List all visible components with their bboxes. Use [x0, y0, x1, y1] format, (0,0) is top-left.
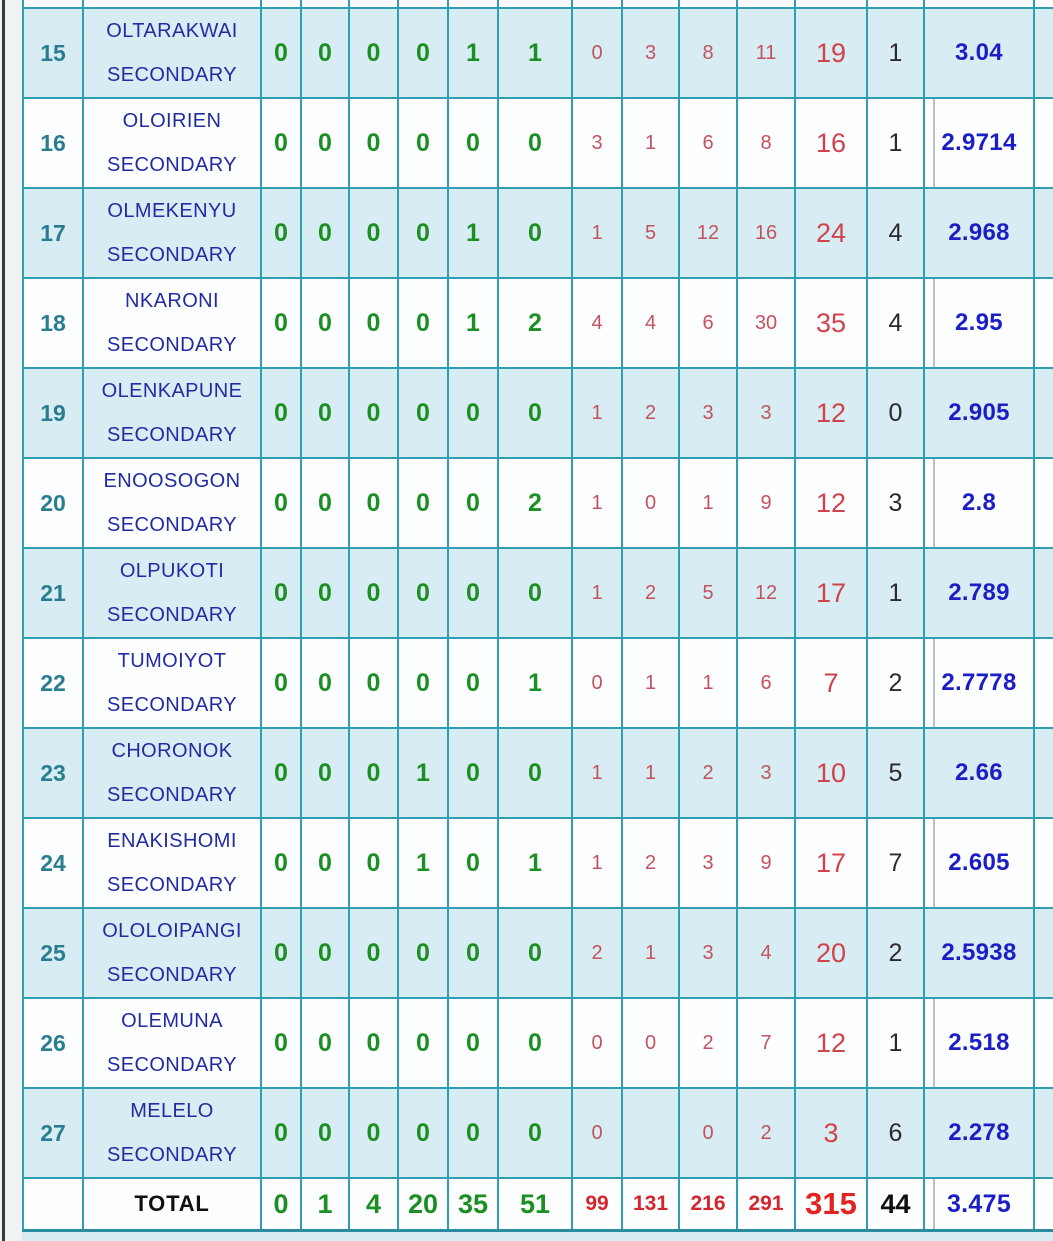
school-name-line2: SECONDARY — [107, 423, 237, 446]
row-total-cell: 7 — [796, 639, 868, 729]
red-count-cell: 0 — [573, 9, 623, 99]
partial-row-cell — [84, 0, 262, 9]
green-count-cell: 0 — [302, 1089, 350, 1179]
green-count-cell: 0 — [399, 9, 449, 99]
mean-score-cell: 2.789 — [925, 549, 1035, 639]
green-count-cell: 0 — [262, 189, 302, 279]
green-count-cell: 0 — [302, 639, 350, 729]
partial-row-cell — [925, 0, 1035, 9]
red-count-cell: 2 — [623, 819, 680, 909]
green-count-cell: 0 — [449, 549, 499, 639]
green-count-cell: 0 — [350, 729, 399, 819]
green-count-cell: 1 — [499, 819, 573, 909]
green-count-cell: 0 — [350, 99, 399, 189]
school-name-cell — [84, 729, 262, 819]
mean-score-cell: 2.5938 — [925, 909, 1035, 999]
grand-total-cell: 315 — [796, 1179, 868, 1229]
mean-score-cell: 2.278 — [925, 1089, 1035, 1179]
row-number-cell: 18 — [24, 279, 84, 369]
black-count-cell: 1 — [868, 9, 925, 99]
red-count-cell: 9 — [738, 459, 796, 549]
green-count-cell: 0 — [262, 459, 302, 549]
school-name-cell — [84, 189, 262, 279]
red-count-cell: 5 — [680, 549, 738, 639]
row-overflow-cell — [1035, 99, 1053, 189]
green-count-cell: 0 — [399, 999, 449, 1089]
row-total-cell: 16 — [796, 99, 868, 189]
row-number-cell: 20 — [24, 459, 84, 549]
green-count-cell: 1 — [449, 279, 499, 369]
black-count-cell: 7 — [868, 819, 925, 909]
total-label-cell — [84, 1179, 262, 1229]
green-count-cell: 0 — [350, 999, 399, 1089]
partial-row-cell — [302, 0, 350, 9]
partial-row-cell — [680, 0, 738, 9]
row-overflow-cell — [1035, 729, 1053, 819]
row-total-cell: 12 — [796, 369, 868, 459]
green-count-cell: 0 — [350, 909, 399, 999]
school-name-line1: OLMEKENYU — [107, 199, 237, 222]
green-count-cell: 0 — [399, 369, 449, 459]
red-count-cell: 16 — [738, 189, 796, 279]
partial-row-cell — [449, 0, 499, 9]
green-count-cell: 0 — [449, 459, 499, 549]
row-overflow-cell — [1035, 279, 1053, 369]
red-count-cell: 1 — [573, 369, 623, 459]
green-count-cell: 0 — [449, 369, 499, 459]
green-count-cell: 0 — [499, 999, 573, 1089]
total-green-count-cell: 0 — [262, 1179, 302, 1229]
black-count-cell: 1 — [868, 999, 925, 1089]
green-count-cell: 0 — [262, 9, 302, 99]
total-green-count-cell: 1 — [302, 1179, 350, 1229]
school-name-line2: SECONDARY — [107, 873, 237, 896]
school-name-line1: OLOLOIPANGI — [102, 919, 242, 942]
green-count-cell: 0 — [499, 909, 573, 999]
partial-row-cell — [499, 0, 573, 9]
school-name-cell — [84, 909, 262, 999]
green-count-cell: 2 — [499, 279, 573, 369]
red-count-cell: 1 — [573, 819, 623, 909]
row-overflow-cell — [1035, 189, 1053, 279]
green-count-cell: 1 — [449, 9, 499, 99]
red-count-cell: 4 — [738, 909, 796, 999]
green-count-cell: 0 — [449, 999, 499, 1089]
mean-score-cell: 2.605 — [925, 819, 1035, 909]
red-count-cell: 11 — [738, 9, 796, 99]
total-red-count-cell: 99 — [573, 1179, 623, 1229]
school-name-cell — [84, 1089, 262, 1179]
black-count-cell: 6 — [868, 1089, 925, 1179]
green-count-cell: 0 — [499, 1089, 573, 1179]
school-name-cell — [84, 279, 262, 369]
green-count-cell: 0 — [262, 1089, 302, 1179]
green-count-cell: 0 — [399, 279, 449, 369]
school-name-cell — [84, 549, 262, 639]
green-count-cell: 0 — [399, 909, 449, 999]
row-overflow-cell — [1035, 369, 1053, 459]
green-count-cell: 1 — [499, 9, 573, 99]
partial-row-cell — [868, 0, 925, 9]
green-count-cell: 0 — [302, 99, 350, 189]
row-overflow-cell — [1035, 819, 1053, 909]
row-number-cell: 24 — [24, 819, 84, 909]
mean-score-cell: 2.7778 — [925, 639, 1035, 729]
red-count-cell: 3 — [680, 369, 738, 459]
school-name-cell — [84, 999, 262, 1089]
red-count-cell: 1 — [573, 459, 623, 549]
red-count-cell: 8 — [738, 99, 796, 189]
school-name-line2: SECONDARY — [107, 1053, 237, 1076]
green-count-cell: 0 — [499, 99, 573, 189]
green-count-cell: 0 — [262, 729, 302, 819]
school-name-line1: TUMOIYOT — [117, 649, 227, 672]
row-number-cell: 23 — [24, 729, 84, 819]
green-count-cell: 0 — [350, 639, 399, 729]
green-count-cell: 0 — [399, 549, 449, 639]
total-green-count-cell: 4 — [350, 1179, 399, 1229]
partial-row-cell — [796, 0, 868, 9]
green-count-cell: 0 — [449, 639, 499, 729]
row-total-cell: 20 — [796, 909, 868, 999]
red-count-cell: 1 — [623, 639, 680, 729]
red-count-cell: 3 — [623, 9, 680, 99]
total-red-count-cell: 131 — [623, 1179, 680, 1229]
mean-score-cell: 3.04 — [925, 9, 1035, 99]
row-number-cell: 27 — [24, 1089, 84, 1179]
red-count-cell: 5 — [623, 189, 680, 279]
mean-score-cell: 2.9714 — [925, 99, 1035, 189]
row-number-cell: 25 — [24, 909, 84, 999]
green-count-cell: 1 — [449, 189, 499, 279]
row-total-cell: 24 — [796, 189, 868, 279]
row-total-cell: 35 — [796, 279, 868, 369]
red-count-cell: 12 — [680, 189, 738, 279]
school-name-line1: OLEMUNA — [121, 1009, 223, 1032]
mean-score-cell: 2.968 — [925, 189, 1035, 279]
black-count-cell: 4 — [868, 189, 925, 279]
green-count-cell: 0 — [262, 909, 302, 999]
partial-row-cell — [262, 0, 302, 9]
red-count-cell: 1 — [680, 459, 738, 549]
red-count-cell: 1 — [623, 99, 680, 189]
red-count-cell: 2 — [623, 549, 680, 639]
green-count-cell: 0 — [350, 9, 399, 99]
total-red-count-cell: 216 — [680, 1179, 738, 1229]
partial-row-cell — [350, 0, 399, 9]
green-count-cell: 0 — [350, 279, 399, 369]
red-count-cell — [623, 1089, 680, 1179]
red-count-cell: 3 — [573, 99, 623, 189]
green-count-cell: 0 — [262, 639, 302, 729]
red-count-cell: 0 — [573, 1089, 623, 1179]
school-name-line1: ENOOSOGON — [103, 469, 241, 492]
green-count-cell: 0 — [499, 549, 573, 639]
red-count-cell: 1 — [573, 729, 623, 819]
school-name-line2: SECONDARY — [107, 243, 237, 266]
row-overflow-cell — [1035, 9, 1053, 99]
red-count-cell: 0 — [623, 999, 680, 1089]
total-label: TOTAL — [134, 1191, 210, 1216]
green-count-cell: 1 — [399, 819, 449, 909]
green-count-cell: 0 — [499, 729, 573, 819]
red-count-cell: 1 — [623, 729, 680, 819]
total-green-count-cell: 20 — [399, 1179, 449, 1229]
school-name-line1: OLOIRIEN — [122, 109, 222, 132]
row-total-cell: 10 — [796, 729, 868, 819]
green-count-cell: 0 — [399, 1089, 449, 1179]
school-name-line2: SECONDARY — [107, 1143, 237, 1166]
partial-row-cell — [24, 0, 84, 9]
red-count-cell: 2 — [680, 729, 738, 819]
school-name-cell — [84, 459, 262, 549]
red-count-cell: 3 — [738, 369, 796, 459]
red-count-cell: 9 — [738, 819, 796, 909]
red-count-cell: 3 — [680, 819, 738, 909]
green-count-cell: 0 — [262, 369, 302, 459]
partial-row-cell — [738, 0, 796, 9]
green-count-cell: 0 — [302, 549, 350, 639]
row-number-cell: 15 — [24, 9, 84, 99]
row-number-cell: 19 — [24, 369, 84, 459]
green-count-cell: 0 — [350, 549, 399, 639]
mean-score-cell: 2.95 — [925, 279, 1035, 369]
partial-row-cell — [399, 0, 449, 9]
green-count-cell: 0 — [302, 279, 350, 369]
green-count-cell: 0 — [449, 909, 499, 999]
red-count-cell: 6 — [738, 639, 796, 729]
row-overflow-cell — [1035, 999, 1053, 1089]
school-name-line1: CHORONOK — [111, 739, 233, 762]
red-count-cell: 1 — [680, 639, 738, 729]
row-overflow-cell — [1035, 639, 1053, 729]
red-count-cell: 8 — [680, 9, 738, 99]
red-count-cell: 3 — [680, 909, 738, 999]
black-count-cell: 2 — [868, 639, 925, 729]
green-count-cell: 0 — [350, 819, 399, 909]
mean-score-cell: 2.905 — [925, 369, 1035, 459]
green-count-cell: 0 — [499, 369, 573, 459]
green-count-cell: 0 — [302, 459, 350, 549]
results-table — [22, 0, 1053, 1232]
total-row-blank-cell — [24, 1179, 84, 1229]
row-overflow-cell — [1035, 459, 1053, 549]
red-count-cell: 1 — [573, 549, 623, 639]
row-total-cell: 12 — [796, 459, 868, 549]
red-count-cell: 2 — [738, 1089, 796, 1179]
school-name-cell — [84, 99, 262, 189]
green-count-cell: 0 — [350, 189, 399, 279]
school-name-line2: SECONDARY — [107, 63, 237, 86]
row-total-cell: 17 — [796, 819, 868, 909]
red-count-cell: 7 — [738, 999, 796, 1089]
school-name-cell — [84, 9, 262, 99]
green-count-cell: 0 — [302, 909, 350, 999]
green-count-cell: 0 — [302, 729, 350, 819]
green-count-cell: 0 — [399, 99, 449, 189]
row-total-cell: 3 — [796, 1089, 868, 1179]
row-number-cell: 22 — [24, 639, 84, 729]
green-count-cell: 0 — [262, 999, 302, 1089]
school-name-line2: SECONDARY — [107, 333, 237, 356]
row-total-cell: 12 — [796, 999, 868, 1089]
green-count-cell: 0 — [449, 729, 499, 819]
red-count-cell: 6 — [680, 99, 738, 189]
red-count-cell: 0 — [680, 1089, 738, 1179]
school-name-cell — [84, 639, 262, 729]
partial-row-cell — [623, 0, 680, 9]
mean-score-cell: 2.518 — [925, 999, 1035, 1089]
green-count-cell: 1 — [399, 729, 449, 819]
school-name-cell — [84, 369, 262, 459]
red-count-cell: 1 — [623, 909, 680, 999]
row-total-cell: 19 — [796, 9, 868, 99]
green-count-cell: 2 — [499, 459, 573, 549]
row-overflow-cell — [1035, 1089, 1053, 1179]
red-count-cell: 6 — [680, 279, 738, 369]
school-name-line1: NKARONI — [125, 289, 219, 312]
row-number-cell: 17 — [24, 189, 84, 279]
school-name-line1: MELELO — [130, 1099, 214, 1122]
school-name-line2: SECONDARY — [107, 963, 237, 986]
green-count-cell: 0 — [302, 9, 350, 99]
total-black-count-cell: 44 — [868, 1179, 925, 1229]
red-count-cell: 4 — [623, 279, 680, 369]
red-count-cell: 30 — [738, 279, 796, 369]
total-red-count-cell: 291 — [738, 1179, 796, 1229]
school-name-line2: SECONDARY — [107, 153, 237, 176]
red-count-cell: 1 — [573, 189, 623, 279]
green-count-cell: 0 — [302, 369, 350, 459]
total-green-count-cell: 35 — [449, 1179, 499, 1229]
black-count-cell: 1 — [868, 549, 925, 639]
red-count-cell: 0 — [623, 459, 680, 549]
school-name-line1: OLTARAKWAI — [106, 19, 238, 42]
row-overflow-cell — [1035, 909, 1053, 999]
school-name-line2: SECONDARY — [107, 783, 237, 806]
green-count-cell: 0 — [302, 999, 350, 1089]
green-count-cell: 0 — [302, 819, 350, 909]
row-overflow-cell — [1035, 1179, 1053, 1229]
green-count-cell: 0 — [399, 459, 449, 549]
green-count-cell: 0 — [262, 99, 302, 189]
green-count-cell: 0 — [399, 639, 449, 729]
red-count-cell: 0 — [573, 999, 623, 1089]
mean-score-cell: 2.8 — [925, 459, 1035, 549]
black-count-cell: 5 — [868, 729, 925, 819]
green-count-cell: 0 — [449, 99, 499, 189]
row-number-cell: 21 — [24, 549, 84, 639]
green-count-cell: 0 — [262, 549, 302, 639]
row-overflow-cell — [1035, 549, 1053, 639]
school-name-line2: SECONDARY — [107, 693, 237, 716]
school-name-line1: OLPUKOTI — [119, 559, 225, 582]
green-count-cell: 0 — [350, 1089, 399, 1179]
red-count-cell: 0 — [573, 639, 623, 729]
black-count-cell: 0 — [868, 369, 925, 459]
red-count-cell: 3 — [738, 729, 796, 819]
mean-score-cell: 2.66 — [925, 729, 1035, 819]
red-count-cell: 2 — [680, 999, 738, 1089]
red-count-cell: 2 — [573, 909, 623, 999]
black-count-cell: 2 — [868, 909, 925, 999]
black-count-cell: 3 — [868, 459, 925, 549]
green-count-cell: 0 — [262, 279, 302, 369]
red-count-cell: 2 — [623, 369, 680, 459]
overall-mean-cell: 3.475 — [925, 1179, 1035, 1229]
green-count-cell: 0 — [449, 1089, 499, 1179]
total-green-count-cell: 51 — [499, 1179, 573, 1229]
green-count-cell: 0 — [302, 189, 350, 279]
green-count-cell: 0 — [399, 189, 449, 279]
green-count-cell: 0 — [262, 819, 302, 909]
school-name-line2: SECONDARY — [107, 513, 237, 536]
row-total-cell: 17 — [796, 549, 868, 639]
school-name-cell — [84, 819, 262, 909]
black-count-cell: 1 — [868, 99, 925, 189]
black-count-cell: 4 — [868, 279, 925, 369]
screen-edge-line — [2, 0, 5, 1241]
school-name-line2: SECONDARY — [107, 603, 237, 626]
red-count-cell: 12 — [738, 549, 796, 639]
red-count-cell: 4 — [573, 279, 623, 369]
green-count-cell: 0 — [350, 459, 399, 549]
school-name-line1: ENAKISHOMI — [107, 829, 237, 852]
partial-row-cell — [1035, 0, 1053, 9]
school-name-line1: OLENKAPUNE — [101, 379, 243, 402]
green-count-cell: 0 — [449, 819, 499, 909]
partial-row-cell — [573, 0, 623, 9]
green-count-cell: 1 — [499, 639, 573, 729]
row-number-cell: 26 — [24, 999, 84, 1089]
green-count-cell: 0 — [499, 189, 573, 279]
row-number-cell: 16 — [24, 99, 84, 189]
green-count-cell: 0 — [350, 369, 399, 459]
